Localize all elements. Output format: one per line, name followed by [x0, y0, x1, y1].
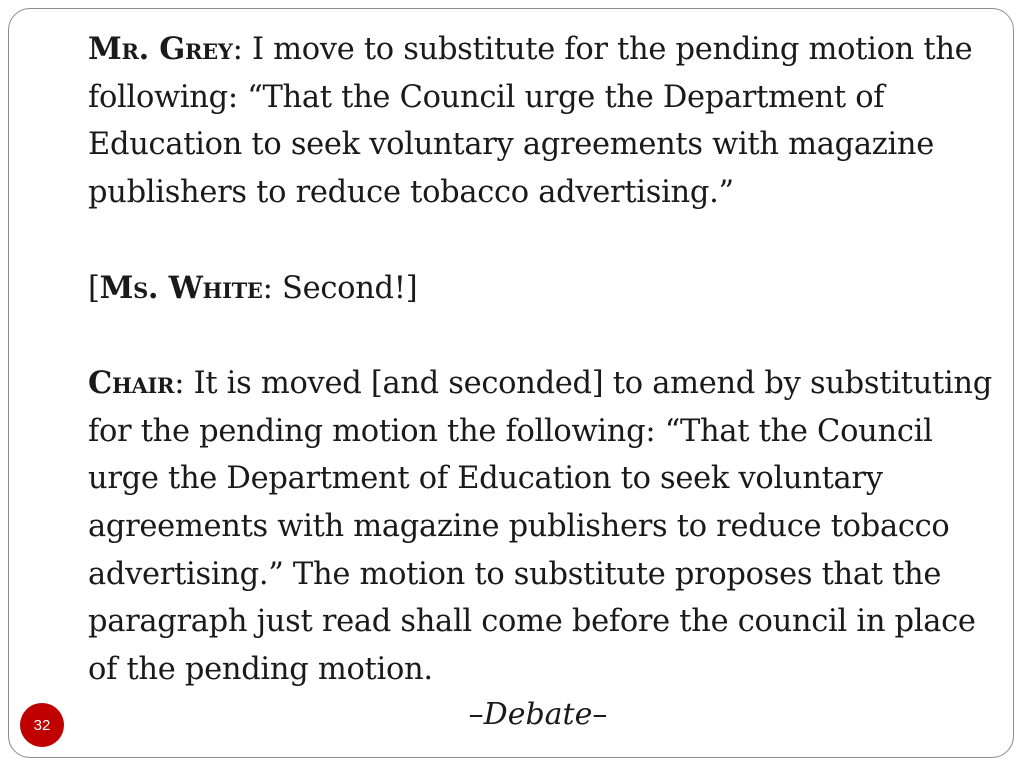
open-bracket: [	[88, 270, 100, 306]
speaker-name: Ms. White	[99, 269, 263, 306]
paragraph-ms-white	[88, 265, 998, 313]
debate-note: –Debate–	[468, 697, 608, 732]
paragraph-text: I move to substitute for the pending motion the following: “That the Council urge the Department of Education to seek voluntary agreements with magazine publishers to reduce tobacco advertising.”	[88, 32, 973, 211]
speaker-colon: :	[174, 365, 185, 401]
speaker-colon: :	[262, 270, 273, 306]
page-number-badge: 32	[20, 703, 64, 747]
speaker-name: Mr. Grey	[88, 31, 233, 67]
speaker-name: Chair	[88, 364, 175, 401]
slide-body	[88, 26, 998, 742]
paragraph-mr-grey	[88, 26, 998, 217]
paragraph-text: It is moved [and seconded] to amend by substituting for the pending motion the following: “That the Council urge the Department of Education to seek voluntary agreements with magazine publishers to reduce tobacco advertising.” The motion to substitute proposes that the paragraph just read shall come before the council in place of the pending motion.	[88, 365, 992, 688]
speaker-colon: :	[232, 32, 243, 67]
paragraph-chair	[88, 360, 998, 694]
paragraph-text: Second!]	[272, 270, 418, 306]
